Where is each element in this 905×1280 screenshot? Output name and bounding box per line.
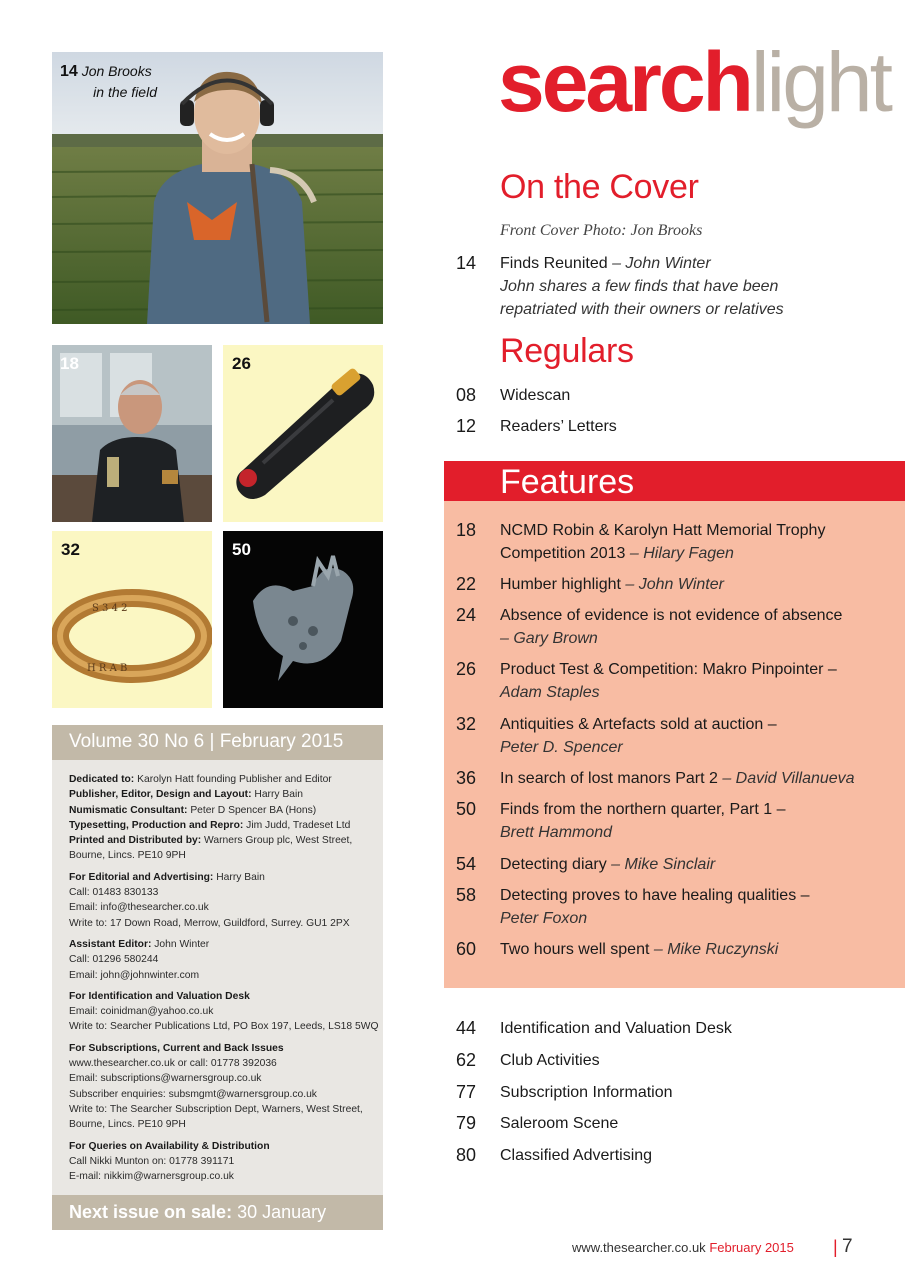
feature-item-18[interactable] (456, 519, 876, 565)
svg-text:H R A B: H R A B (87, 663, 128, 674)
cover-entry-desc1: John shares a few finds that have been (500, 278, 779, 295)
next-issue-label: Next issue on sale: (69, 1202, 233, 1222)
feature-item-title: Humber highlight (500, 576, 621, 593)
feature-item-page: 32 (456, 714, 477, 734)
editorial-value: Harry Bain (216, 871, 265, 883)
contents-item-title: Identification and Valuation Desk (500, 1020, 732, 1037)
regulars-item-title: Widescan (500, 387, 571, 404)
feature-item-page: 60 (456, 939, 477, 959)
feature-item-36[interactable] (456, 767, 876, 790)
footer-url[interactable]: www.thesearcher.co.uk (572, 1240, 706, 1255)
photo-trophy-winner (52, 345, 212, 522)
contents-item-62[interactable] (456, 1049, 876, 1072)
assistant-label: Assistant Editor: (69, 938, 152, 950)
subscriptions-email: Email: subscriptions@warnersgroup.co.uk (69, 1073, 262, 1085)
feature-item-60[interactable] (456, 938, 876, 961)
feature-item-page: 26 (456, 659, 477, 679)
dedicated-value: Karolyn Hatt founding Publisher and Editor (137, 774, 332, 785)
assistant-call: Call: 01296 580244 (69, 954, 159, 966)
footer-separator: | (833, 1237, 838, 1257)
contents-item-page: 80 (456, 1145, 477, 1165)
printed-value: Warners Group plc, West Street, (204, 835, 353, 847)
feature-item-title: Detecting proves to have healing qualities – (500, 887, 810, 904)
cover-photo-caption (60, 61, 157, 102)
assistant-value: John Winter (154, 938, 210, 950)
regulars-item-08[interactable] (456, 384, 876, 407)
cover-entry-page: 14 (456, 253, 477, 273)
printed-label: Printed and Distributed by: (69, 835, 202, 847)
feature-item-title: Absence of evidence is not evidence of absence (500, 607, 843, 624)
regulars-item-page: 08 (456, 385, 477, 405)
cover-photo-caption-line1: Jon Brooks (81, 63, 152, 79)
footer-page-number: 7 (842, 1236, 853, 1257)
feature-item-title: Antiquities & Artefacts sold at auction – (500, 716, 777, 733)
typesetting-label: Typesetting, Production and Repro: (69, 819, 244, 831)
dedicated-label: Dedicated to: (69, 774, 135, 785)
feature-item-32[interactable] (456, 713, 876, 759)
contents-item-title: Club Activities (500, 1052, 600, 1069)
numismatic-value: Peter D Spencer BA (Hons) (190, 804, 317, 816)
subscriptions-address: Write to: The Searcher Subscription Dept, Warners, West Street, (69, 1103, 363, 1115)
searchlight-logo (498, 35, 890, 129)
features-heading: Features (500, 463, 635, 501)
feature-item-page: 18 (456, 520, 477, 540)
contents-item-80[interactable] (456, 1144, 876, 1167)
contents-item-page: 44 (456, 1018, 477, 1038)
next-issue-bar (52, 1195, 383, 1230)
feature-item-26[interactable] (456, 658, 876, 704)
publisher-value: Harry Bain (254, 789, 304, 801)
feature-item-58[interactable] (456, 884, 876, 930)
feature-item-author: – Hilary Fagen (629, 545, 734, 562)
id-desk-label: For Identification and Valuation Desk (69, 990, 250, 1002)
feature-item-page: 22 (456, 574, 477, 594)
photo-50-number: 50 (232, 540, 251, 559)
next-issue-date: 30 January (237, 1202, 327, 1222)
feature-item-author: Peter Foxon (500, 910, 588, 927)
feature-item-title: Two hours well spent (500, 941, 650, 958)
contents-item-title: Saleroom Scene (500, 1115, 619, 1132)
cover-photo-jon-brooks (52, 52, 383, 324)
contents-item-79[interactable] (456, 1112, 876, 1135)
contents-item-title: Classified Advertising (500, 1147, 653, 1164)
queries-email: E-mail: nikkim@warnersgroup.co.uk (69, 1171, 234, 1183)
cover-entry-desc2: repatriated with their owners or relatives (500, 301, 784, 318)
feature-item-title: NCMD Robin & Karolyn Hatt Memorial Trophy (500, 522, 826, 539)
page-footer (572, 1236, 853, 1257)
photo-26-number: 26 (232, 354, 251, 373)
editorial-email: Email: info@thesearcher.co.uk (69, 902, 209, 914)
feature-item-page: 54 (456, 854, 477, 874)
cover-entry-author: – John Winter (612, 255, 711, 272)
cover-photo-page-number: 14 (60, 63, 78, 80)
contents-item-44[interactable] (456, 1017, 876, 1040)
feature-item-author: – Mike Sinclair (611, 856, 716, 873)
feature-item-author: Peter D. Spencer (500, 739, 623, 756)
editorial-label: For Editorial and Advertising: (69, 871, 214, 883)
photo-ring-sundial (52, 531, 212, 708)
masthead-info (52, 760, 383, 1195)
photo-cockerel-brooch (223, 531, 383, 708)
subscriptions-web: www.thesearcher.co.uk or call: 01778 392036 (69, 1058, 277, 1070)
assistant-email: Email: john@johnwinter.com (69, 969, 200, 981)
regulars-item-12[interactable] (456, 415, 876, 438)
contents-item-page: 62 (456, 1050, 477, 1070)
photo-32-number: 32 (61, 540, 80, 559)
feature-item-author: – David Villanueva (722, 770, 855, 787)
feature-item-page: 24 (456, 605, 477, 625)
cover-entry-title: Finds Reunited (500, 255, 608, 272)
contents-item-page: 79 (456, 1113, 477, 1133)
id-desk-address: Write to: Searcher Publications Ltd, PO Box 197, Leeds, LS18 5WQ (69, 1021, 379, 1033)
feature-item-author: – John Winter (625, 576, 724, 593)
feature-item-page: 36 (456, 768, 477, 788)
editorial-address: Write to: 17 Down Road, Merrow, Guildford, Surrey. GU1 2PX (69, 917, 350, 929)
feature-item-title: Detecting diary (500, 856, 607, 873)
contents-item-title: Subscription Information (500, 1084, 673, 1101)
feature-item-page: 50 (456, 799, 477, 819)
subscriptions-address-line2: Bourne, Lincs. PE10 9PH (69, 1119, 186, 1131)
regulars-heading: Regulars (500, 332, 634, 370)
id-desk-email: Email: coinidman@yahoo.co.uk (69, 1006, 214, 1018)
feature-item-author: – Mike Ruczynski (653, 941, 779, 958)
logo-search: search (498, 35, 751, 129)
feature-item-author: Brett Hammond (500, 824, 613, 841)
contents-item-page: 77 (456, 1082, 477, 1102)
typesetting-value: Jim Judd, Tradeset Ltd (246, 819, 351, 831)
feature-item-author: – Gary Brown (500, 630, 598, 647)
on-the-cover-heading: On the Cover (500, 168, 699, 206)
subscriptions-label: For Subscriptions, Current and Back Issues (69, 1042, 284, 1054)
printed-address: Bourne, Lincs. PE10 9PH (69, 850, 186, 862)
numismatic-label: Numismatic Consultant: (69, 804, 188, 816)
contents-item-77[interactable] (456, 1081, 876, 1104)
feature-item-title: Finds from the northern quarter, Part 1 – (500, 801, 786, 818)
feature-item-22[interactable] (456, 573, 876, 596)
logo-light: light (750, 35, 890, 129)
feature-item-24[interactable] (456, 604, 876, 650)
queries-label: For Queries on Availability & Distribution (69, 1140, 270, 1152)
feature-item-54[interactable] (456, 853, 876, 876)
volume-bar: Volume 30 No 6 | February 2015 (52, 725, 383, 760)
feature-item-title-line2: Competition 2013 (500, 545, 626, 562)
features-header (444, 461, 905, 501)
footer-month: February 2015 (709, 1240, 794, 1255)
feature-item-author: Adam Staples (500, 684, 600, 701)
svg-text:S 3 4 2: S 3 4 2 (92, 603, 128, 614)
feature-item-title: Product Test & Competition: Makro Pinpointer – (500, 661, 837, 678)
cover-photo-caption-line2: in the field (93, 84, 157, 100)
queries-call: Call Nikki Munton on: 01778 391171 (69, 1155, 235, 1167)
cover-entry[interactable] (456, 252, 876, 321)
editorial-call: Call: 01483 830133 (69, 887, 159, 899)
subscriptions-enquiries: Subscriber enquiries: subsmgmt@warnersgroup.co.uk (69, 1088, 317, 1100)
cover-credit: Front Cover Photo: Jon Brooks (500, 222, 703, 239)
photo-18-number: 18 (60, 354, 79, 373)
feature-item-title: In search of lost manors Part 2 (500, 770, 718, 787)
regulars-item-title: Readers’ Letters (500, 418, 617, 435)
regulars-item-page: 12 (456, 416, 477, 436)
feature-item-50[interactable] (456, 798, 876, 844)
publisher-label: Publisher, Editor, Design and Layout: (69, 789, 252, 801)
feature-item-page: 58 (456, 885, 477, 905)
photo-makro-pinpointer (223, 345, 383, 522)
